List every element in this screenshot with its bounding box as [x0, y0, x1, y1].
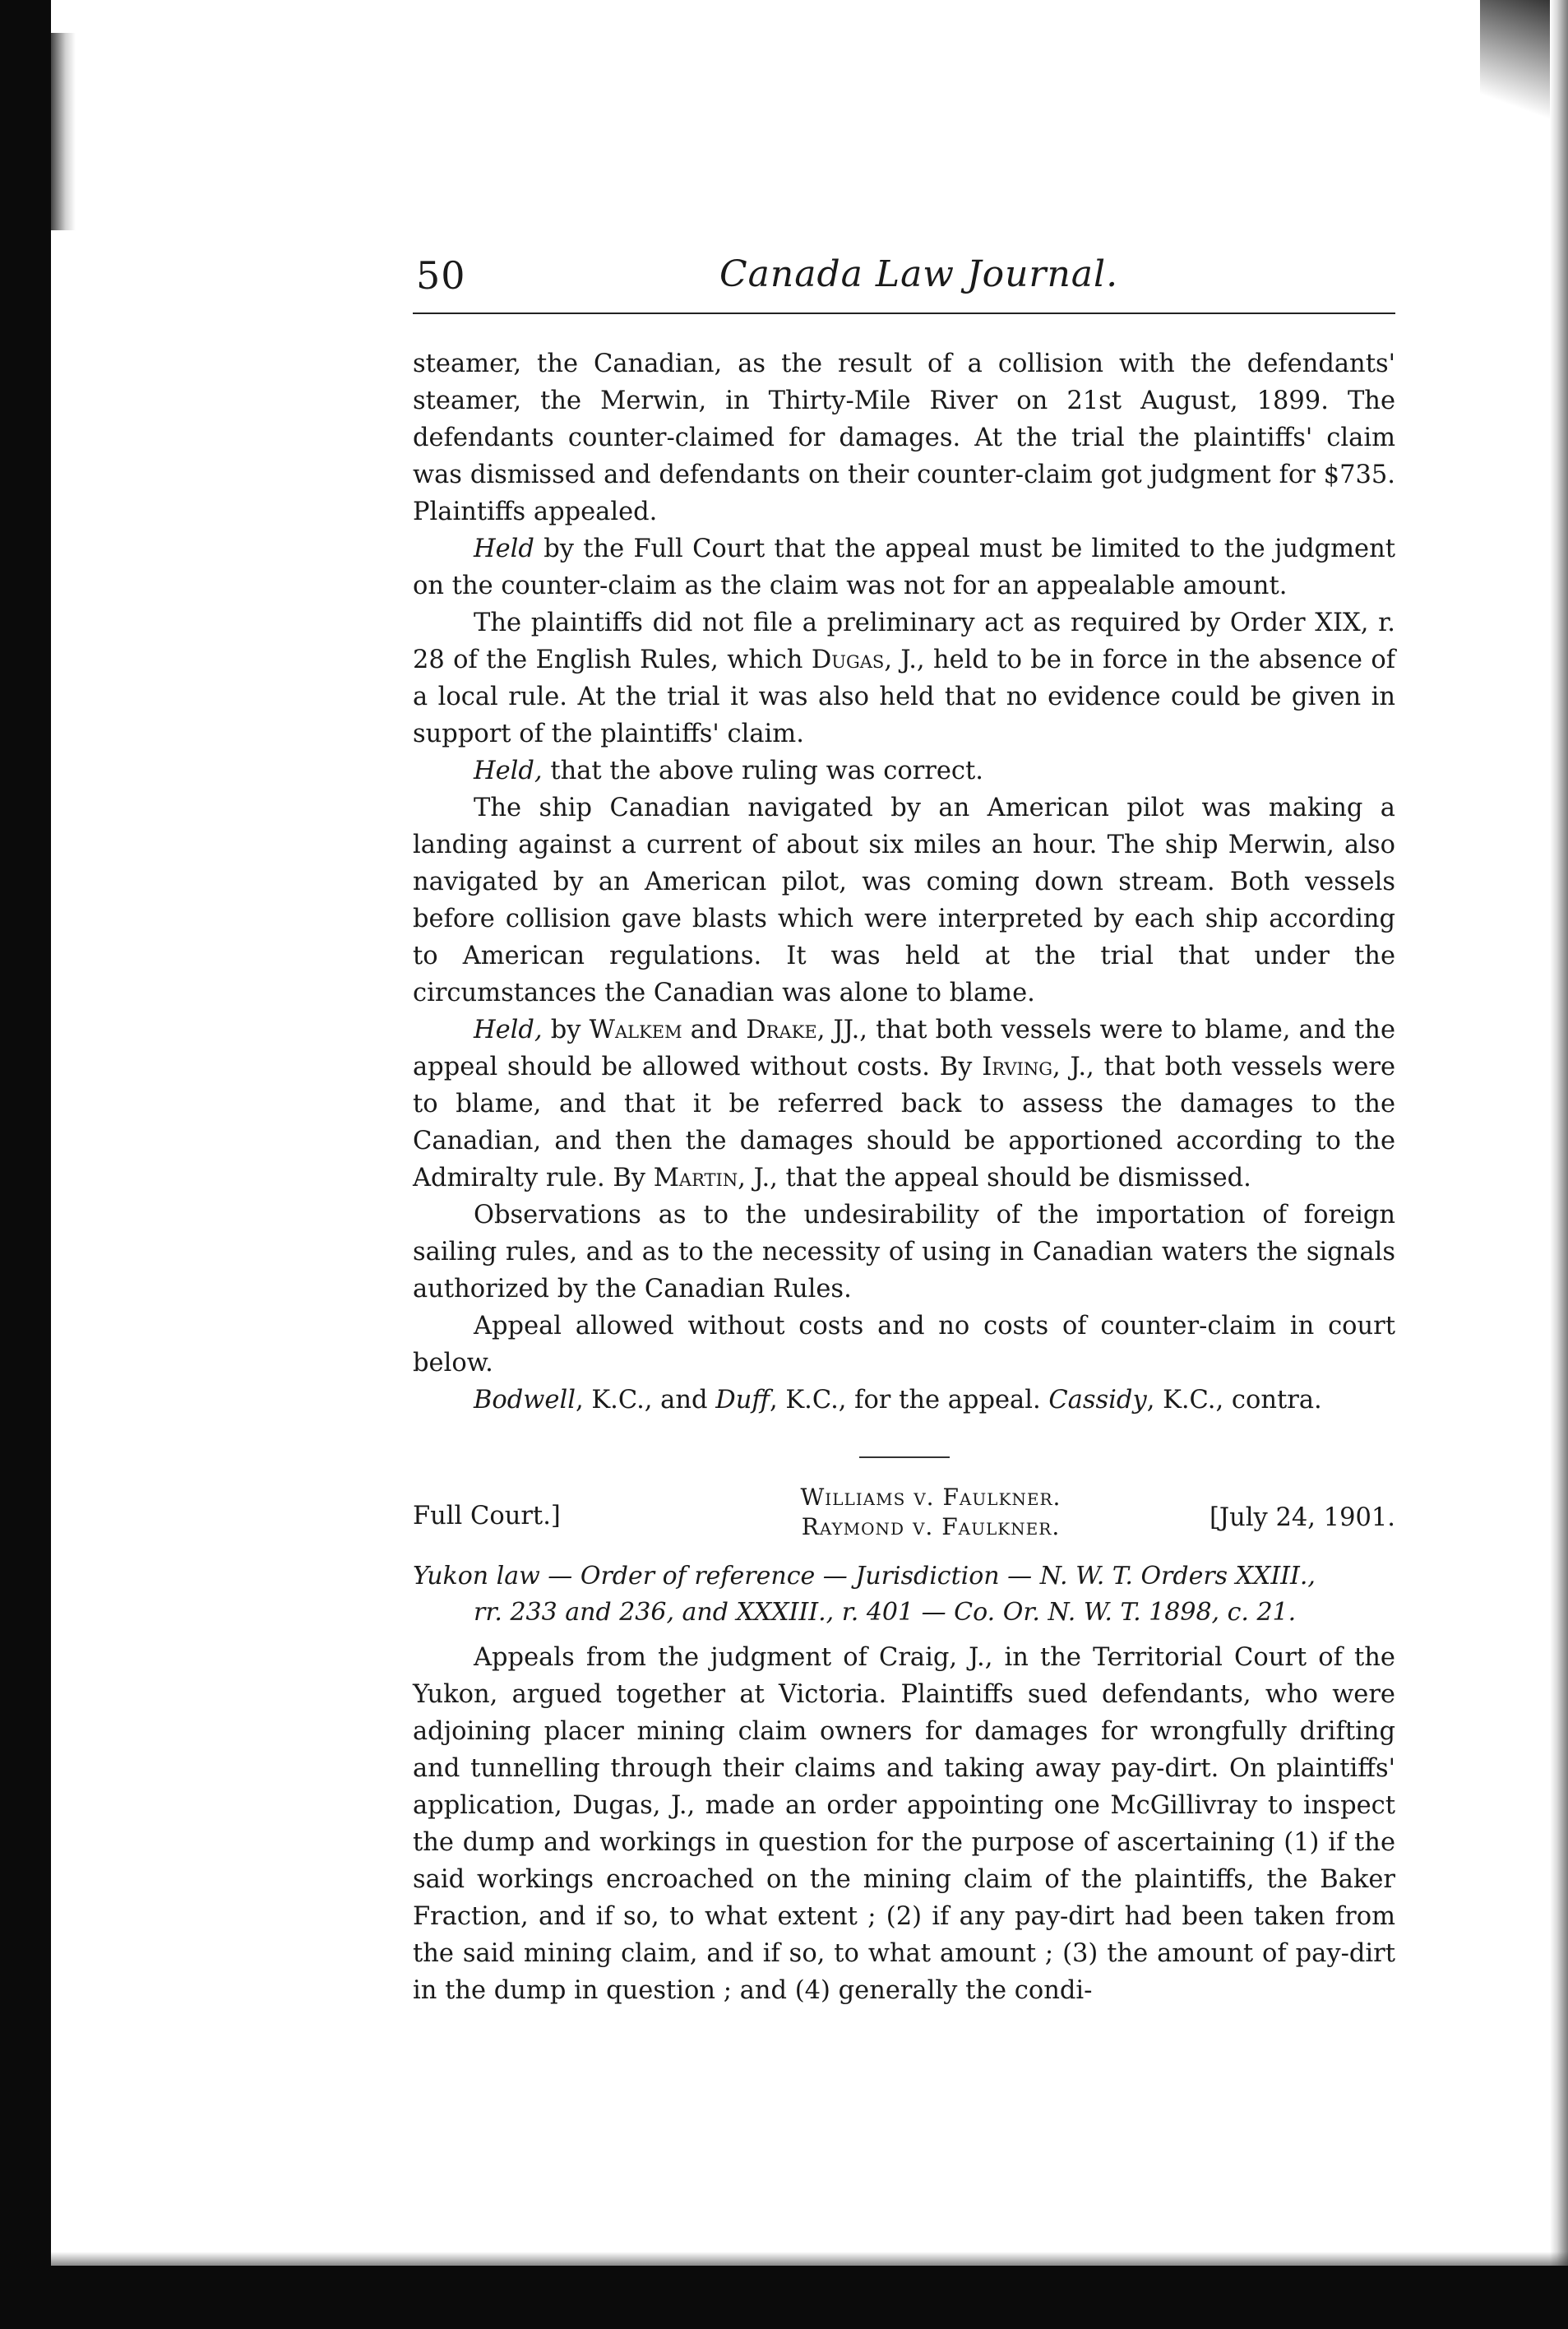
case-name-1: Williams v. Faulkner.: [800, 1484, 1062, 1511]
scan-border-right: [1550, 0, 1568, 2329]
page-header: [403, 238, 1398, 313]
page-number: 50: [416, 253, 466, 298]
case-names: [750, 1483, 1112, 1542]
header-rule: [413, 313, 1395, 314]
case1-paragraph-observations: Observations as to the undesirability of the importation of foreign sailing rules, and as to the necessity of using in Canadian waters the signals authorized by the Canadian Rules.: [413, 1201, 1395, 1303]
case1-paragraph-disposition: Appeal allowed without costs and no costs of counter-claim in court below.: [413, 1312, 1395, 1377]
scan-border-left: [0, 0, 51, 2329]
case-date: [July 24, 1901.: [1210, 1503, 1395, 1532]
headnote-line-1: Yukon law — Order of reference — Jurisdiction — N. W. T. Orders XXIII.,: [413, 1562, 1316, 1590]
case1-paragraph-facts: steamer, the Canadian, as the result of a collision with the defendants' steamer, the Merwin, in Thirty-Mile River on 21st August, 1899. The defendants counter-claimed for damages. At the trial the plaintiffs' claim was dismissed and defendants on their counter-claim got judgment for $735. Plaintiffs appealed.: [413, 350, 1395, 526]
court-label: Full Court.]: [413, 1502, 561, 1530]
case1-paragraph-held-appeal: Held by the Full Court that the appeal must be limited to the judgment on the counter-claim as the claim was not for an appealable amount.: [413, 535, 1395, 600]
held-label: Held,: [474, 1016, 543, 1044]
headnote-line-2: rr. 233 and 236, and XXXIII., r. 401 — Co. Or. N. W. T. 1898, c. 21.: [474, 1598, 1297, 1627]
spacer: [413, 1631, 1395, 1639]
case2-header: [413, 1483, 1395, 1555]
judge-name: Walkem: [589, 1016, 682, 1044]
case2-headnote: [413, 1558, 1395, 1631]
judge-name: Dugas: [811, 646, 885, 674]
counsel-name: Cassidy: [1048, 1386, 1147, 1415]
page-body: [413, 345, 1395, 2009]
judge-name: Martin: [653, 1164, 738, 1192]
journal-title: Canada Law Journal.: [719, 253, 1119, 295]
counsel-name: Bodwell: [474, 1386, 576, 1415]
journal-page: [403, 238, 1398, 2005]
judge-name: Irving: [982, 1053, 1052, 1081]
case2-paragraph-facts: Appeals from the judgment of Craig, J., in the Territorial Court of the Yukon, argued together at Victoria. Plaintiffs sued defendants, who were adjoining placer mining claim owners for damages for wrongfully drifting and tunnelling through their claims and taking away pay-dirt. On plaintiffs' application, Dugas, J., made an order appointing one McGillivray to inspect the dump and workings in question for the purpose of ascertaining (1) if the said workings encroached on the mining claim of the plaintiffs, the Baker Fraction, and if so, to what extent ; (2) if any pay-dirt had been taken from the said mining claim, and if so, to what amount ; (3) the amount of pay-dirt in the dump in question ; and (4) generally the condi-: [413, 1643, 1395, 2005]
case-name-2: Raymond v. Faulkner.: [801, 1513, 1061, 1540]
case1-paragraph-counsel: Bodwell, K.C., and Duff, K.C., for the appeal. Cassidy, K.C., contra.: [474, 1386, 1322, 1415]
case1-paragraph-navigation: The ship Canadian navigated by an American pilot was making a landing against a current of about six miles an hour. The ship Merwin, also navigated by an American pilot, was coming down stream. Both vessels before collision gave blasts which were interpreted by each ship according to American regulations. It was held at the trial that under the circumstances the Canadian was alone to blame.: [413, 794, 1395, 1007]
scan-shadow-left: [51, 33, 76, 230]
judge-name: Drake: [746, 1016, 817, 1044]
case1-paragraph-held-blame: Held, by Walkem and Drake, JJ., that both vessels were to blame, and the appeal should be allowed without costs. By Irving, J., that both vessels were to blame, and that it be referred back to assess the damages to the Canadian, and then the damages should be apportioned according to the Admiralty rule. By Martin, J., that the appeal should be dismissed.: [413, 1016, 1395, 1192]
case1-paragraph-preliminary-act: The plaintiffs did not file a preliminary act as required by Order XIX, r. 28 of the English Rules, which Dugas, J., held to be in force in the absence of a local rule. At the trial it was also held that no evidence could be given in support of the plaintiffs' claim.: [413, 609, 1395, 748]
case1-paragraph-held-ruling: Held, that the above ruling was correct.: [474, 757, 983, 785]
counsel-name: Duff: [715, 1386, 770, 1415]
held-label: Held,: [474, 757, 543, 785]
scan-border-bottom: [51, 2266, 1568, 2329]
held-label: Held: [474, 535, 534, 563]
scan-shadow-bottom: [51, 2252, 1568, 2266]
section-divider: [859, 1456, 950, 1458]
